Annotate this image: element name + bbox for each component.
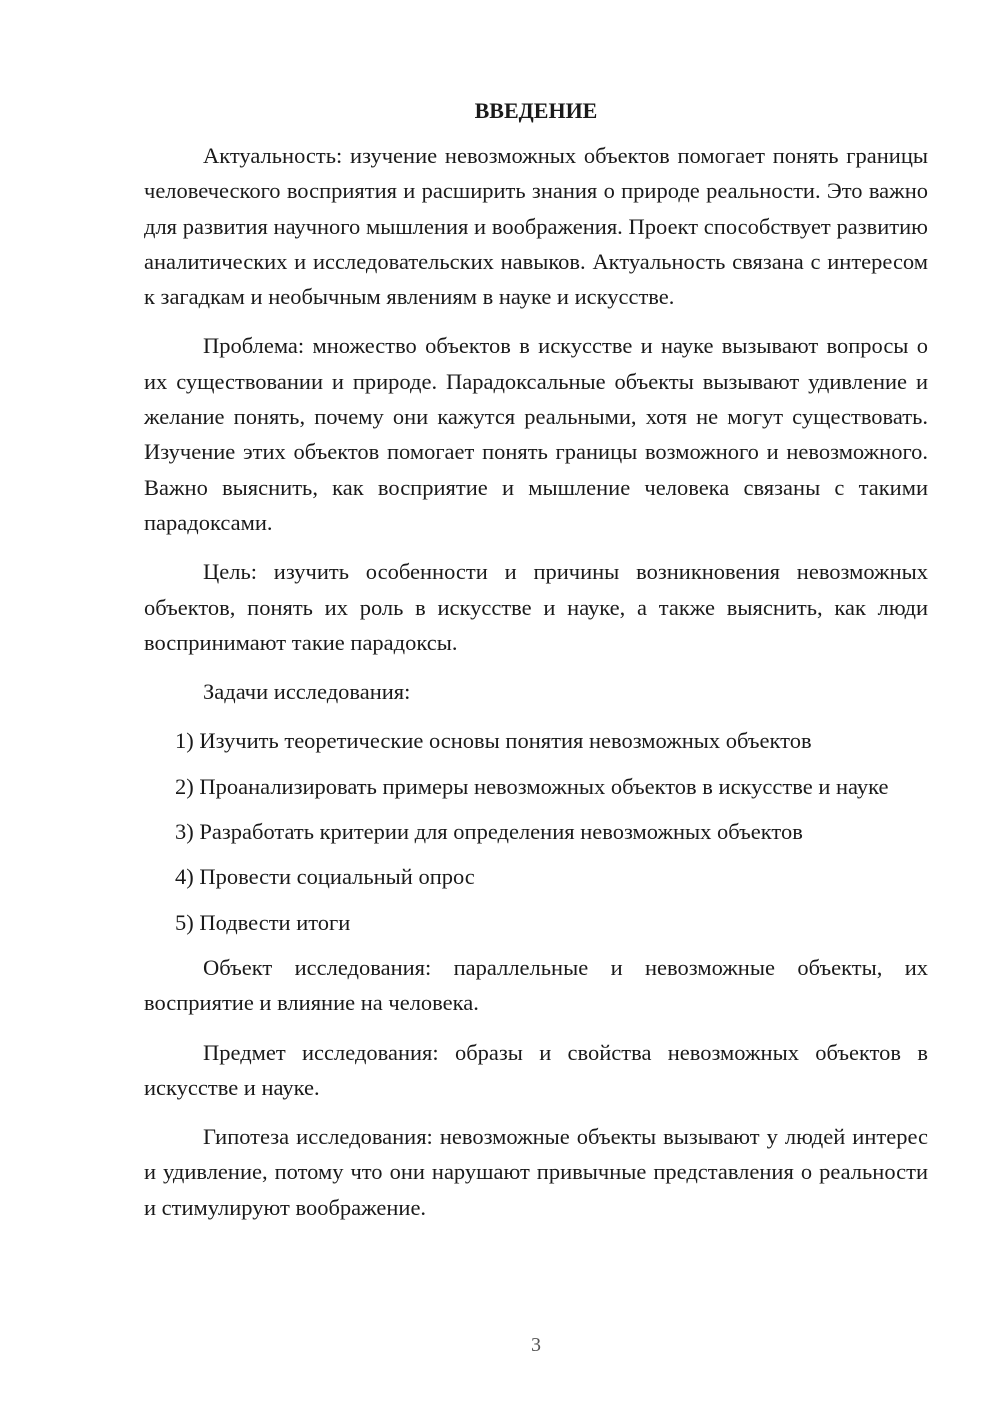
page-title: ВВЕДЕНИЕ — [474, 98, 598, 123]
paragraph-relevance: Актуальность: изучение невозможных объектов помогает понять границы человеческого восприятия и расширить знания о природе реальности. Это важно для развития научного мышления и воображения. Проект способствует развитию аналитических и исследовательских навыков. Актуальность связана с интересом к загадкам и необычным явлениям в науке и искусстве. — [144, 143, 928, 310]
list-item: 5) Подвести итоги — [175, 909, 351, 935]
paragraph-object: Объект исследования: параллельные и невозможные объекты, их восприятие и влияние на человека. — [144, 954, 928, 1016]
tasks-heading: Задачи исследования: — [203, 679, 411, 705]
page-number: 3 — [531, 1334, 541, 1356]
document-page — [144, 96, 928, 1239]
list-item: 2) Проанализировать примеры невозможных объектов в искусстве и науке — [175, 773, 889, 799]
paragraph-hypothesis: Гипотеза исследования: невозможные объекты вызывают у людей интерес и удивление, потому что они нарушают привычные представления о реальности и стимулируют воображение. — [144, 1124, 928, 1220]
list-item: 1) Изучить теоретические основы понятия невозможных объектов — [175, 728, 812, 754]
list-item: 4) Провести социальный опрос — [175, 864, 475, 890]
tasks-list — [144, 723, 928, 939]
paragraph-problem: Проблема: множество объектов в искусстве и науке вызывают вопросы о их существовании и природе. Парадоксальные объекты вызывают удивление и желание понять, почему они кажутся реальными, хотя не могут существовать. Изучение этих объектов помогает понять границы возможного и невозможного. Важно выяснить, как восприятие и мышление человека связаны с такими парадоксами. — [144, 333, 928, 535]
list-item: 3) Разработать критерии для определения невозможных объектов — [175, 819, 803, 845]
paragraph-goal: Цель: изучить особенности и причины возникновения невозможных объектов, понять их роль в искусстве и науке, а также выяснить, как люди воспринимают такие парадоксы. — [144, 559, 928, 655]
paragraph-subject: Предмет исследования: образы и свойства невозможных объектов в искусстве и науке. — [144, 1039, 928, 1100]
